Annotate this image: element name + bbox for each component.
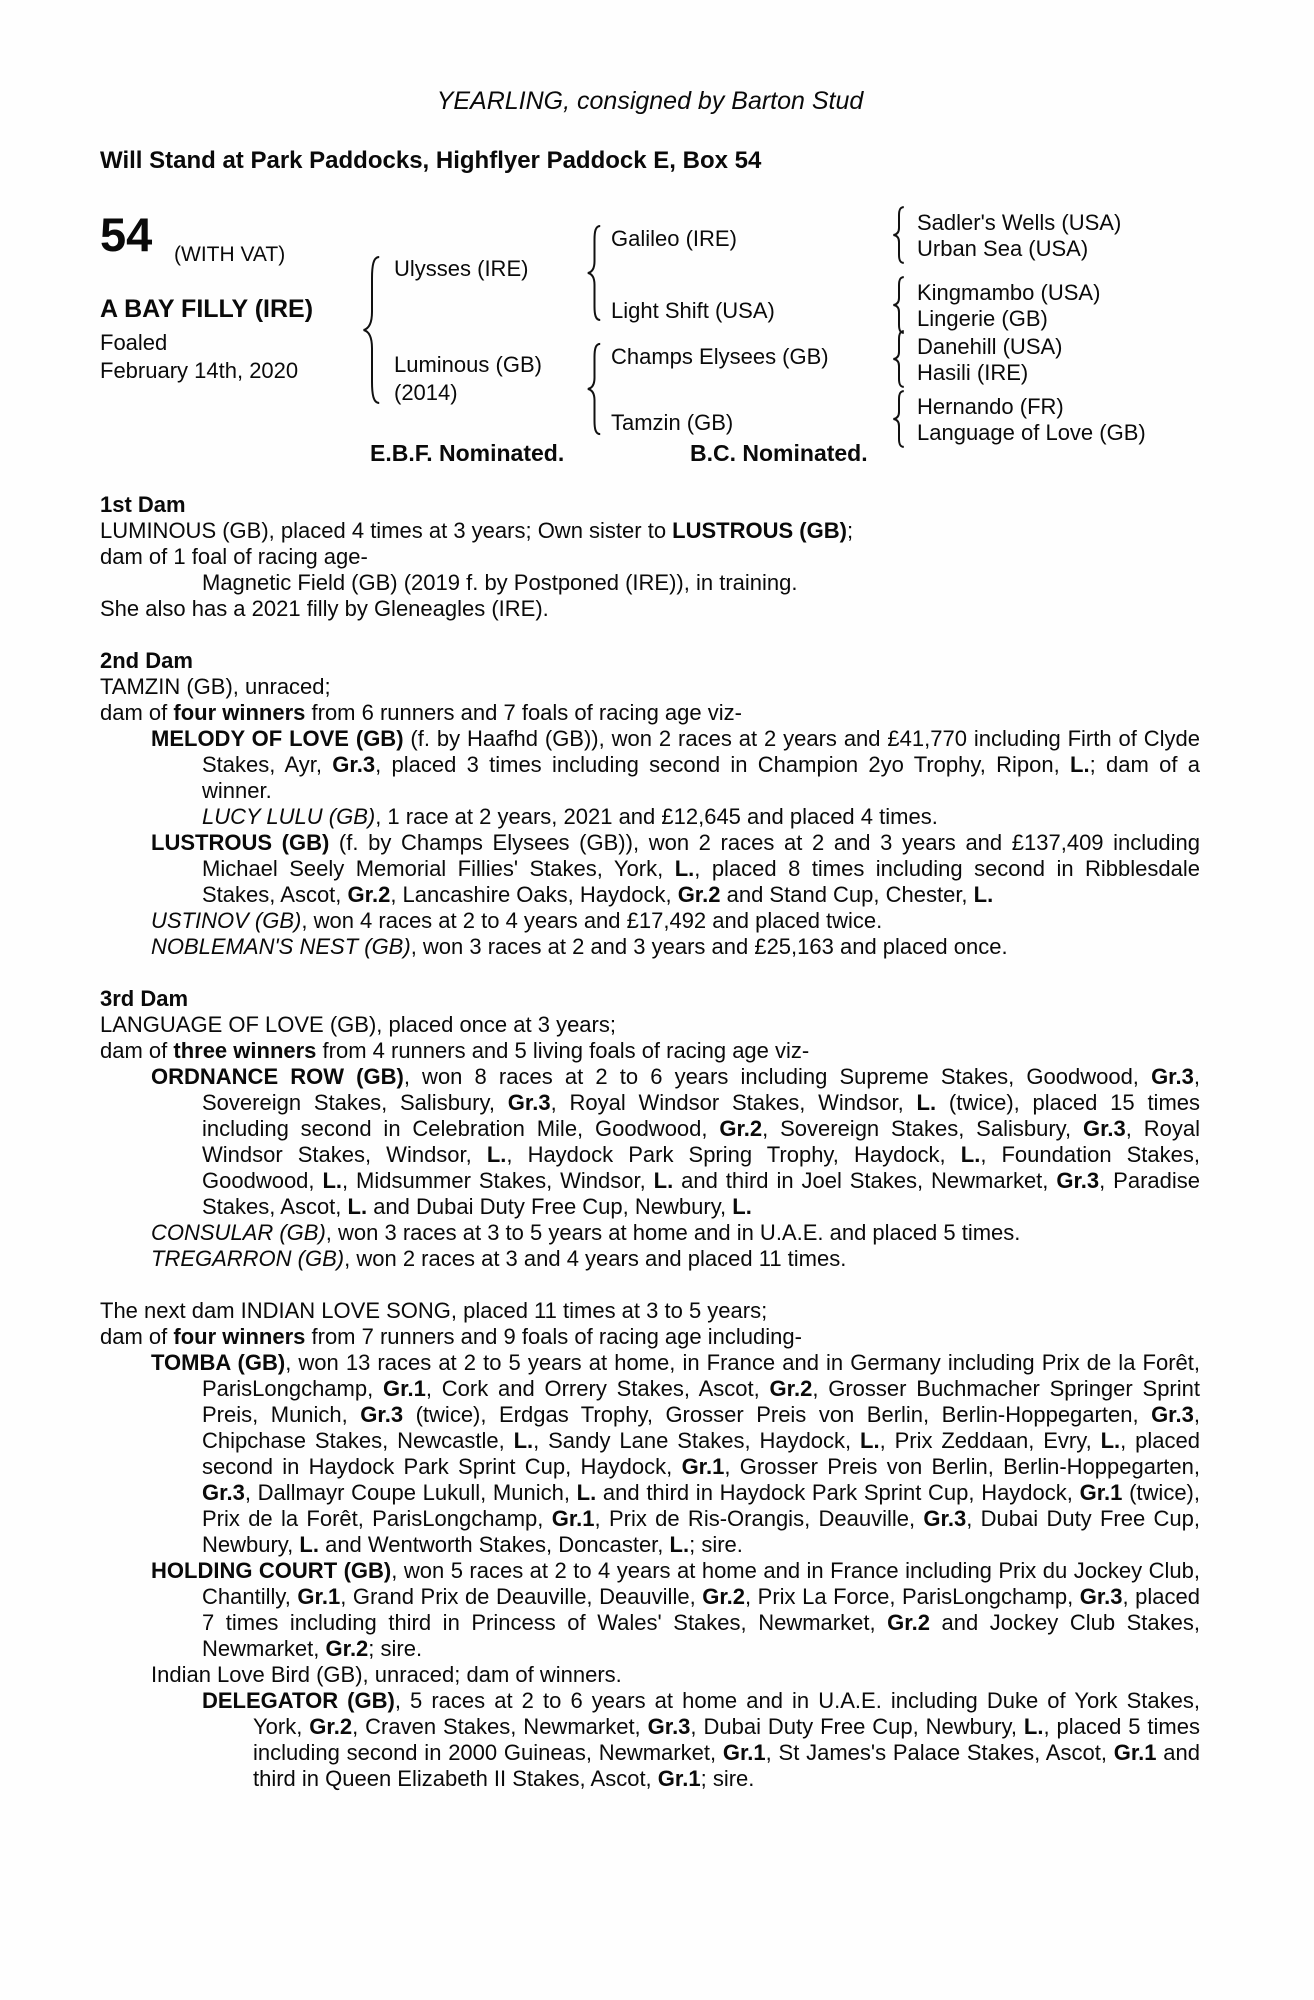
produce-entry: LUSTROUS (GB) (f. by Champs Elysees (GB)), won 2 races at 2 and 3 years and £137,409 including Michael Seely Memorial Fillies' Stakes, York, L., placed 8 times including second in Ribblesdale Stakes, Ascot, Gr.2, Lancashire Oaks, Haydock, Gr.2 and Stand Cup, Chester, L.	[151, 830, 1201, 907]
produce-entry: USTINOV (GB), won 4 races at 2 to 4 years and £17,492 and placed twice.	[151, 908, 883, 933]
pedigree-sire-sire: Galileo (IRE)	[611, 226, 737, 251]
produce-line: The next dam INDIAN LOVE SONG, placed 11 times at 3 to 5 years;	[100, 1298, 768, 1323]
produce-entry: Indian Love Bird (GB), unraced; dam of winners.	[151, 1662, 622, 1687]
lot-vat-note: (WITH VAT)	[174, 243, 286, 266]
pedigree-sire-dam: Light Shift (USA)	[611, 298, 775, 323]
ebf-nomination: E.B.F. Nominated.	[370, 440, 565, 466]
section-heading: 1st Dam	[100, 492, 186, 517]
pedigree-brace-icon	[360, 254, 384, 406]
pedigree-brace-icon	[585, 224, 604, 322]
pedigree-ggparent: Hasili (IRE)	[917, 360, 1029, 385]
produce-entry: NOBLEMAN'S NEST (GB), won 3 races at 2 and 3 years and £25,163 and placed once.	[151, 934, 1008, 959]
foaled-label: Foaled	[100, 330, 168, 355]
dam-section-2	[100, 648, 1200, 960]
produce-line: She also has a 2021 filly by Gleneagles (IRE).	[100, 596, 549, 621]
section-heading: 3rd Dam	[100, 986, 189, 1011]
stand-location-line: Will Stand at Park Paddocks, Highflyer Paddock E, Box 54	[100, 147, 762, 174]
pedigree-sire: Ulysses (IRE)	[394, 256, 529, 281]
produce-entry: TOMBA (GB), won 13 races at 2 to 5 years at home, in France and in Germany including Prix de la Forêt, ParisLongchamp, Gr.1, Cork and Orrery Stakes, Ascot, Gr.2, Grosser Buchmacher Springer Sprint Preis, Munich, Gr.3 (twice), Erdgas Trophy, Grosser Preis von Berlin, Berlin-Hoppegarten, Gr.3, Chipchase Stakes, Newcastle, L., Sandy Lane Stakes, Haydock, L., Prix Zeddaan, Evry, L., placed second in Haydock Park Sprint Cup, Haydock, Gr.1, Grosser Preis von Berlin, Berlin-Hoppegarten, Gr.3, Dallmayr Coupe Lukull, Munich, L. and third in Haydock Park Sprint Cup, Haydock, Gr.1 (twice), Prix de la Forêt, ParisLongchamp, Gr.1, Prix de Ris-Orangis, Deauville, Gr.3, Dubai Duty Free Cup, Newbury, L. and Wentworth Stakes, Doncaster, L.; sire.	[151, 1350, 1201, 1557]
pedigree-ggparent: Language of Love (GB)	[917, 420, 1146, 445]
pedigree-brace-icon	[891, 390, 907, 448]
pedigree-ggparent: Urban Sea (USA)	[917, 236, 1089, 261]
pedigree-ggparent: Sadler's Wells (USA)	[917, 210, 1122, 235]
produce-line: dam of four winners from 6 runners and 7 foals of racing age viz-	[100, 700, 742, 725]
produce-record	[100, 492, 1200, 1792]
section-heading: 2nd Dam	[100, 648, 193, 673]
pedigree-brace-icon	[891, 206, 907, 264]
pedigree-ggparent: Danehill (USA)	[917, 334, 1063, 359]
pedigree-dam: Luminous (GB)	[394, 352, 542, 377]
produce-line: LANGUAGE OF LOVE (GB), placed once at 3 years;	[100, 1012, 616, 1037]
dam-section-3	[100, 986, 1200, 1272]
produce-entry: HOLDING COURT (GB), won 5 races at 2 to 4 years at home and in France including Prix du Jockey Club, Chantilly, Gr.1, Grand Prix de Deauville, Deauville, Gr.2, Prix La Force, ParisLongchamp, Gr.3, placed 7 times including third in Princess of Wales' Stakes, Newmarket, Gr.2 and Jockey Club Stakes, Newmarket, Gr.2; sire.	[151, 1558, 1201, 1661]
produce-line: LUMINOUS (GB), placed 4 times at 3 years; Own sister to LUSTROUS (GB);	[100, 518, 854, 543]
produce-entry: Magnetic Field (GB) (2019 f. by Postponed (IRE)), in training.	[202, 570, 798, 595]
produce-entry: CONSULAR (GB), won 3 races at 3 to 5 years at home and in U.A.E. and placed 5 times.	[151, 1220, 1021, 1245]
pedigree-brace-icon	[891, 276, 907, 334]
dam-section-4	[100, 1298, 1200, 1792]
produce-entry: ORDNANCE ROW (GB), won 8 races at 2 to 6 years including Supreme Stakes, Goodwood, Gr.3, Sovereign Stakes, Salisbury, Gr.3, Royal Windsor Stakes, Windsor, L. (twice), placed 15 times including second in Celebration Mile, Goodwood, Gr.2, Sovereign Stakes, Salisbury, Gr.3, Royal Windsor Stakes, Windsor, L., Haydock Park Spring Trophy, Haydock, L., Foundation Stakes, Goodwood, L., Midsummer Stakes, Windsor, L. and third in Joel Stakes, Newmarket, Gr.3, Paradise Stakes, Ascot, L. and Dubai Duty Free Cup, Newbury, L.	[151, 1064, 1201, 1219]
produce-line: TAMZIN (GB), unraced;	[100, 674, 331, 699]
pedigree-ggparent: Hernando (FR)	[917, 394, 1064, 419]
foaled-date: February 14th, 2020	[100, 358, 299, 383]
dam-section-1	[100, 492, 1200, 622]
pedigree-brace-icon	[585, 342, 604, 436]
pedigree-ggparent: Lingerie (GB)	[917, 306, 1048, 331]
pedigree-dam-sire: Champs Elysees (GB)	[611, 344, 829, 369]
horse-name: A BAY FILLY (IRE)	[100, 295, 314, 323]
produce-entry: DELEGATOR (GB), 5 races at 2 to 6 years at home and in U.A.E. including Duke of York Stakes, York, Gr.2, Craven Stakes, Newmarket, Gr.3, Dubai Duty Free Cup, Newbury, L., placed 5 times including second in 2000 Guineas, Newmarket, Gr.1, St James's Palace Stakes, Ascot, Gr.1 and third in Queen Elizabeth II Stakes, Ascot, Gr.1; sire.	[202, 1688, 1200, 1791]
pedigree-dam-year: (2014)	[394, 380, 458, 405]
produce-line: dam of four winners from 7 runners and 9 foals of racing age including-	[100, 1324, 802, 1349]
bc-nomination: B.C. Nominated.	[690, 440, 868, 466]
produce-line: dam of three winners from 4 runners and 5 living foals of racing age viz-	[100, 1038, 810, 1063]
produce-entry: MELODY OF LOVE (GB) (f. by Haafhd (GB)), won 2 races at 2 years and £41,770 including Firth of Clyde Stakes, Ayr, Gr.3, placed 3 times including second in Champion 2yo Trophy, Ripon, L.; dam of a winner.	[151, 726, 1200, 803]
produce-entry: LUCY LULU (GB), 1 race at 2 years, 2021 and £12,645 and placed 4 times.	[202, 804, 938, 829]
pedigree-brace-icon	[891, 330, 907, 388]
produce-entry: TREGARRON (GB), won 2 races at 3 and 4 years and placed 11 times.	[151, 1246, 847, 1271]
pedigree-dam-dam: Tamzin (GB)	[611, 410, 734, 435]
produce-line: dam of 1 foal of racing age-	[100, 544, 368, 569]
page-title: YEARLING, consigned by Barton Stud	[436, 87, 864, 115]
lot-number: 54	[100, 208, 153, 261]
pedigree-ggparent: Kingmambo (USA)	[917, 280, 1101, 305]
